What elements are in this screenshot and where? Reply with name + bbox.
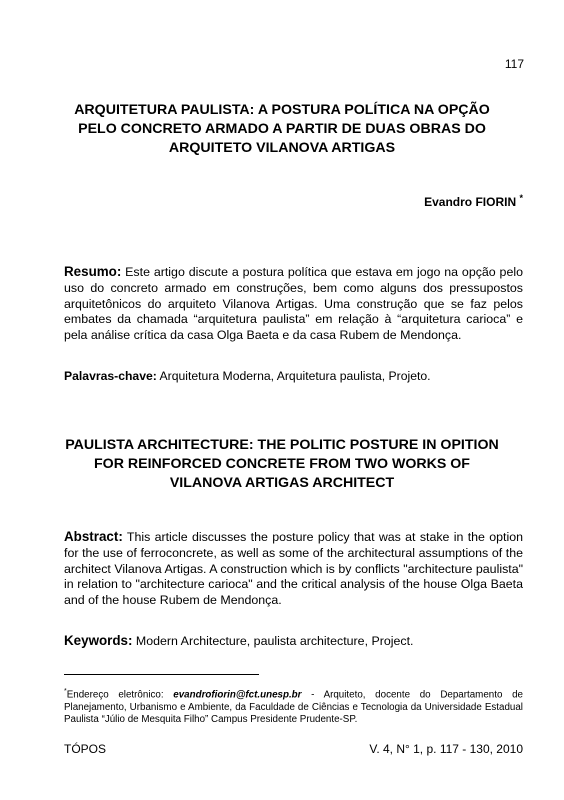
footnote-mark: * bbox=[64, 688, 67, 695]
article-title-english: PAULISTA ARCHITECTURE: THE POLITIC POSTURE IN OPITION FOR REINFORCED CONCRETE FROM TWO WORKS OF VILANOVA ARTIGAS ARCHITECT bbox=[65, 437, 499, 491]
abstract-portuguese-text: Este artigo discute a postura política que estava em jogo na opção pelo uso do concreto armado em construções, bem como alguns dos pressupostos arquitetônicos do arquiteto Vilanova Artigas. Uma construção que se faz pelos embates da chamada “arquitetura paulista” em relação à “arquitetura carioca” e pela análise crítica da casa Olga Baeta e da casa Rubem de Mendonça. bbox=[64, 265, 523, 343]
author-email: evandrofiorin@fct.unesp.br bbox=[173, 689, 302, 701]
keywords-portuguese bbox=[64, 369, 523, 385]
abstract-english-text: This article discusses the posture policy that was at stake in the option for the use of ferroconcrete, as well as some of the architectural assumptions of the architect Vilanova Artigas. A construction which is by conflicts "architecture paulista" in relation to "architecture carioca" and the critical analysis of the house Olga Baeta and of the house Rubem de Mendonça. bbox=[64, 530, 523, 608]
footnote-divider bbox=[64, 674, 259, 675]
keywords-portuguese-label: Palavras-chave: bbox=[64, 369, 157, 383]
keywords-portuguese-text: Arquitetura Moderna, Arquitetura paulista, Projeto. bbox=[156, 369, 431, 383]
footnote-text: - Arquiteto, docente do Departamento de Planejamento, Urbanismo e Ambiente, da Faculdade de Ciências e Tecnologia da Universidade Estadual Paulista “Júlio de Mesquita Filho” Campus Presidente Prudente-SP. bbox=[64, 689, 523, 726]
keywords-english-label: Keywords: bbox=[64, 633, 133, 648]
abstract-english bbox=[64, 529, 523, 609]
footnote-prefix: Endereço eletrônico: bbox=[66, 689, 174, 701]
author-line bbox=[424, 193, 523, 209]
abstract-portuguese-label: Resumo: bbox=[64, 264, 122, 279]
journal-name: TÓPOS bbox=[64, 742, 107, 756]
volume-info: V. 4, N° 1, p. 117 - 130, 2010 bbox=[369, 742, 523, 756]
author-name: Evandro FIORIN bbox=[424, 195, 517, 209]
keywords-english bbox=[64, 633, 523, 650]
article-title-portuguese: ARQUITETURA PAULISTA: A POSTURA POLÍTICA NA OPÇÃO PELO CONCRETO ARMADO A PARTIR DE DUAS OBRAS DO ARQUITETO VILANOVA ARTIGAS bbox=[74, 102, 490, 156]
keywords-english-text: Modern Architecture, paulista architecture, Project. bbox=[132, 634, 414, 648]
page-number: 117 bbox=[504, 57, 524, 71]
author-footnote bbox=[64, 686, 523, 727]
abstract-portuguese bbox=[64, 264, 523, 344]
abstract-english-label: Abstract: bbox=[64, 529, 123, 544]
author-footnote-mark: * bbox=[519, 193, 523, 203]
